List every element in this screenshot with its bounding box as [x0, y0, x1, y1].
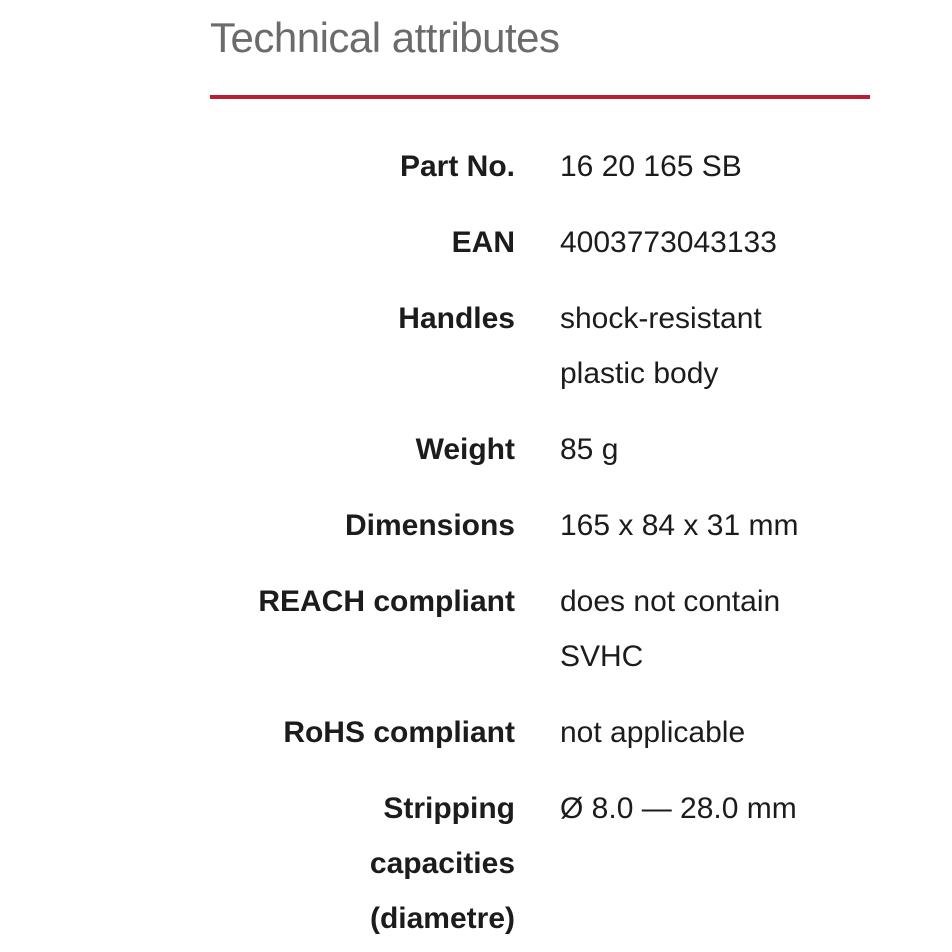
attribute-label: Handles: [398, 302, 515, 335]
attribute-label: Part No.: [399, 150, 515, 183]
attribute-value: 85 g: [560, 433, 619, 466]
attribute-label: Stripping capacities (diametre): [369, 792, 515, 935]
attribute-value: Ø 8.0 — 28.0 mm: [560, 792, 797, 825]
section-divider-rule: [210, 95, 870, 99]
attribute-value: 4003773043133: [560, 226, 777, 259]
attribute-label: RoHS compliant: [283, 716, 515, 749]
attribute-value: does not contain SVHC: [560, 585, 781, 673]
attribute-value: shock-resistant plastic body: [560, 302, 762, 390]
attribute-label: REACH compliant: [258, 585, 515, 618]
attribute-value: 165 x 84 x 31 mm: [560, 509, 799, 542]
attribute-label: Dimensions: [344, 509, 515, 542]
attribute-label: Weight: [415, 433, 515, 466]
technical-attributes-section: [210, 0, 870, 946]
section-title: Technical attributes: [210, 14, 560, 61]
technical-attributes-table: [230, 139, 870, 946]
attribute-value: 16 20 165 SB: [560, 150, 742, 183]
attribute-value: not applicable: [560, 716, 746, 749]
attribute-label: EAN: [451, 226, 515, 259]
